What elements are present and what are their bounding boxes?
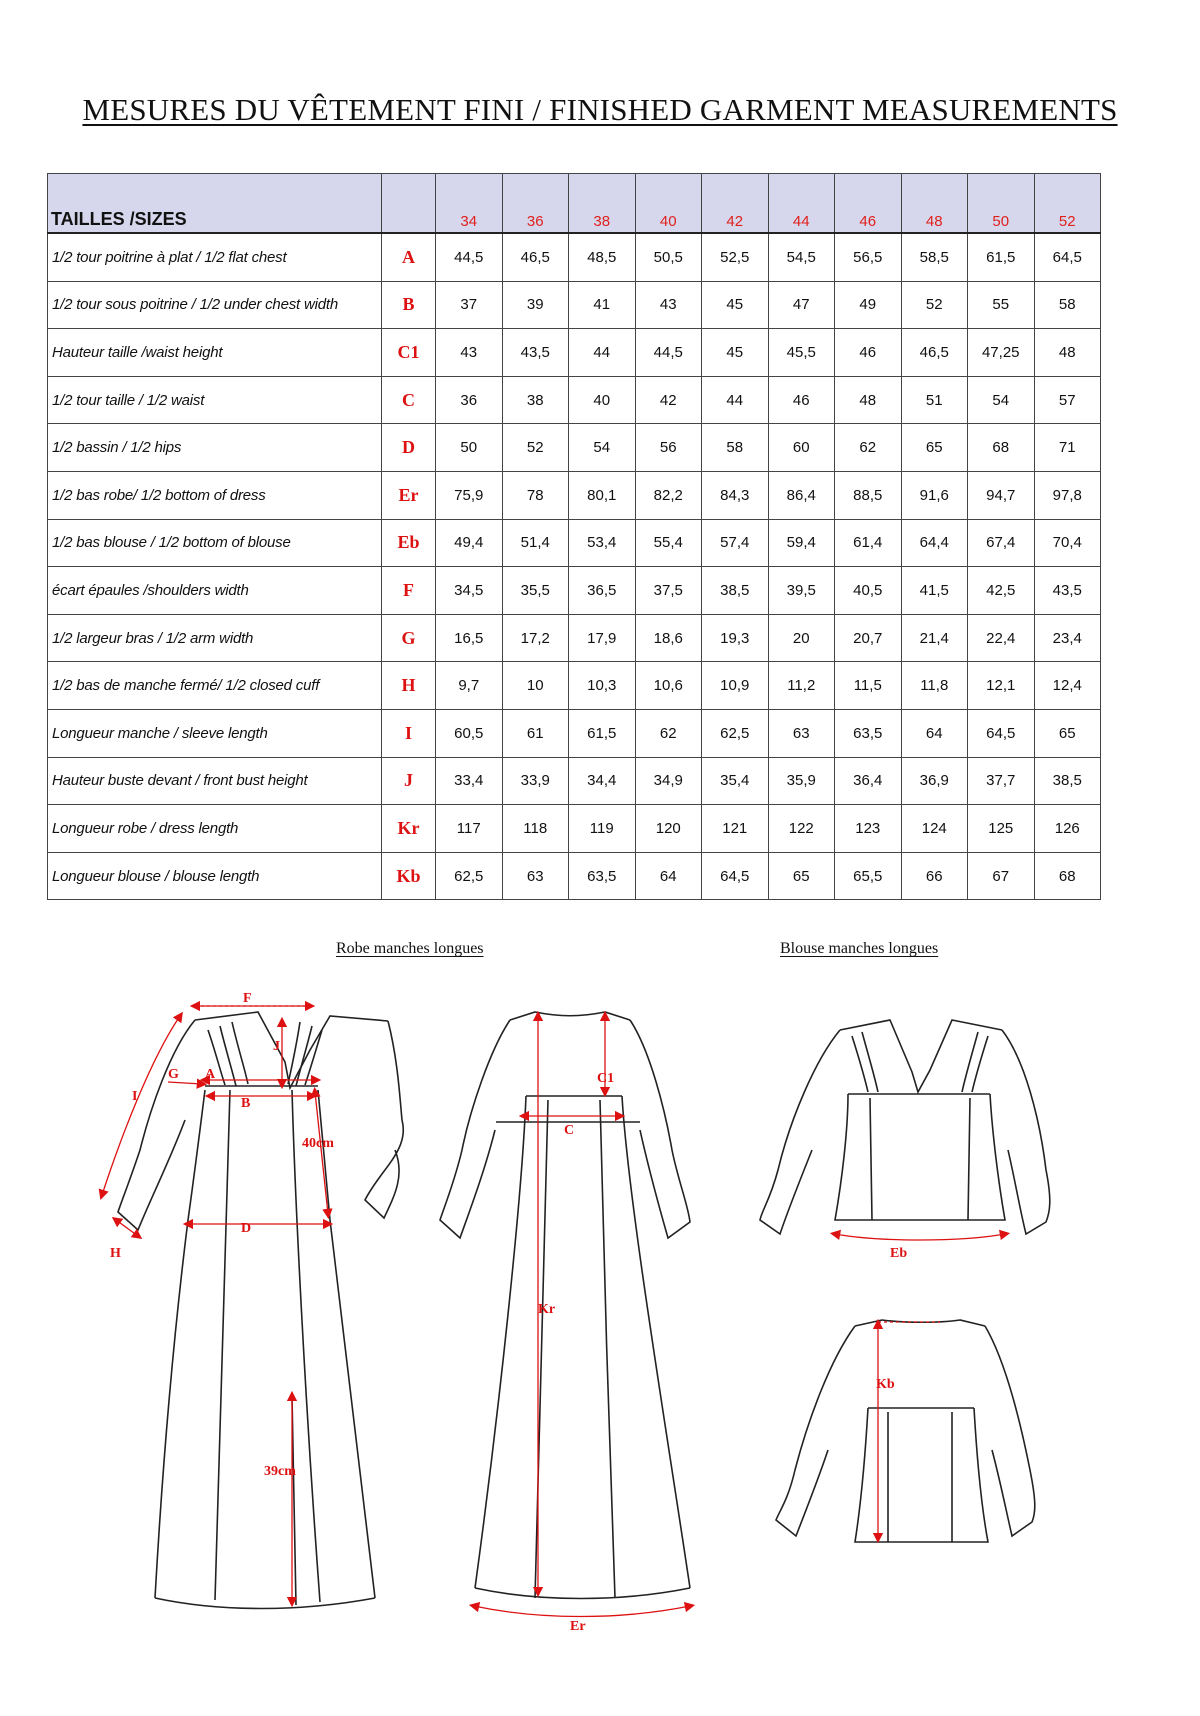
- measurement-cell: 11,5: [835, 662, 902, 710]
- size-header-52: 52: [1034, 174, 1101, 234]
- measurement-cell: 64,4: [901, 519, 968, 567]
- measurement-cell: 55,4: [635, 519, 702, 567]
- blouse-back-sketch: [776, 1320, 1035, 1542]
- row-code: F: [382, 567, 436, 615]
- measurement-cell: 58: [1034, 281, 1101, 329]
- row-code: C1: [382, 329, 436, 377]
- measurement-cell: 10,3: [569, 662, 636, 710]
- measurement-cell: 45: [702, 329, 769, 377]
- measurement-cell: 57,4: [702, 519, 769, 567]
- measurement-cell: 124: [901, 805, 968, 853]
- label-39cm: 39cm: [264, 1464, 296, 1479]
- row-code: J: [382, 757, 436, 805]
- measurement-cell: 36,4: [835, 757, 902, 805]
- label-Kr: Kr: [538, 1302, 556, 1317]
- measurement-cell: 63,5: [835, 709, 902, 757]
- measurement-cell: 20,7: [835, 614, 902, 662]
- measurement-cell: 58: [702, 424, 769, 472]
- measurement-cell: 64: [901, 709, 968, 757]
- measurement-cell: 94,7: [968, 471, 1035, 519]
- measurement-cell: 43: [635, 281, 702, 329]
- measurement-cell: 45: [702, 281, 769, 329]
- table-row: [48, 471, 1101, 519]
- measurement-cell: 65: [768, 852, 835, 900]
- measurement-cell: 34,9: [635, 757, 702, 805]
- measurement-cell: 50: [436, 424, 503, 472]
- measurement-cell: 54,5: [768, 233, 835, 281]
- row-label: 1/2 bas robe/ 1/2 bottom of dress: [48, 471, 382, 519]
- label-D: D: [241, 1221, 252, 1236]
- measurement-cell: 119: [569, 805, 636, 853]
- measurement-cell: 63: [768, 709, 835, 757]
- table-body: [48, 174, 1101, 900]
- measurement-cell: 53,4: [569, 519, 636, 567]
- measurement-cell: 67: [968, 852, 1035, 900]
- measurement-cell: 46: [768, 376, 835, 424]
- dress-front-sketch: [118, 1012, 403, 1609]
- measurement-cell: 34,4: [569, 757, 636, 805]
- dress-back-sketch: [440, 1012, 690, 1599]
- measurement-cell: 64,5: [702, 852, 769, 900]
- measurement-cell: 18,6: [635, 614, 702, 662]
- row-label: 1/2 bas blouse / 1/2 bottom of blouse: [48, 519, 382, 567]
- measurement-cell: 60,5: [436, 709, 503, 757]
- measurement-cell: 12,1: [968, 662, 1035, 710]
- measurement-cell: 23,4: [1034, 614, 1101, 662]
- table-row: [48, 281, 1101, 329]
- row-label: 1/2 tour sous poitrine / 1/2 under chest width: [48, 281, 382, 329]
- measurement-cell: 68: [1034, 852, 1101, 900]
- measurement-cell: 91,6: [901, 471, 968, 519]
- measurement-cell: 39,5: [768, 567, 835, 615]
- measurement-cell: 44: [569, 329, 636, 377]
- measurement-cell: 67,4: [968, 519, 1035, 567]
- row-label: Longueur blouse / blouse length: [48, 852, 382, 900]
- measurement-cell: 117: [436, 805, 503, 853]
- label-C1: C1: [597, 1071, 615, 1086]
- measurement-cell: 62: [835, 424, 902, 472]
- measurements-table: [47, 173, 1101, 900]
- size-header-36: 36: [502, 174, 569, 234]
- measurement-cell: 43,5: [502, 329, 569, 377]
- row-code: H: [382, 662, 436, 710]
- row-label: 1/2 largeur bras / 1/2 arm width: [48, 614, 382, 662]
- row-code: Kr: [382, 805, 436, 853]
- table-row: [48, 662, 1101, 710]
- measurement-cell: 59,4: [768, 519, 835, 567]
- label-H: H: [110, 1246, 121, 1261]
- measurement-cell: 52: [901, 281, 968, 329]
- measurement-cell: 19,3: [702, 614, 769, 662]
- measurement-cell: 52: [502, 424, 569, 472]
- table-row: [48, 424, 1101, 472]
- measurement-cell: 65: [1034, 709, 1101, 757]
- row-code: A: [382, 233, 436, 281]
- size-header-38: 38: [569, 174, 636, 234]
- label-J: J: [273, 1039, 280, 1054]
- measurement-cell: 82,2: [635, 471, 702, 519]
- measurement-cell: 9,7: [436, 662, 503, 710]
- measurement-cell: 38,5: [1034, 757, 1101, 805]
- measurement-cell: 44: [702, 376, 769, 424]
- label-A: A: [205, 1067, 216, 1082]
- measurement-cell: 49,4: [436, 519, 503, 567]
- label-Er: Er: [570, 1619, 586, 1634]
- table-row: [48, 329, 1101, 377]
- measurement-cell: 36,9: [901, 757, 968, 805]
- measurement-cell: 121: [702, 805, 769, 853]
- label-I: I: [132, 1089, 138, 1104]
- measurement-cell: 63,5: [569, 852, 636, 900]
- measurement-cell: 44,5: [436, 233, 503, 281]
- measurement-cell: 12,4: [1034, 662, 1101, 710]
- measurement-cell: 52,5: [702, 233, 769, 281]
- measurement-cell: 48: [1034, 329, 1101, 377]
- measurement-cell: 10,6: [635, 662, 702, 710]
- table-row: [48, 519, 1101, 567]
- measurement-cell: 45,5: [768, 329, 835, 377]
- row-label: 1/2 tour poitrine à plat / 1/2 flat chest: [48, 233, 382, 281]
- measurement-cell: 65,5: [835, 852, 902, 900]
- measurement-cell: 38,5: [702, 567, 769, 615]
- table-row: [48, 757, 1101, 805]
- measurement-cell: 56: [635, 424, 702, 472]
- measurement-cell: 11,2: [768, 662, 835, 710]
- measurement-cell: 75,9: [436, 471, 503, 519]
- measurement-cell: 40,5: [835, 567, 902, 615]
- row-label: écart épaules /shoulders width: [48, 567, 382, 615]
- page-title-text: MESURES DU VÊTEMENT FINI / FINISHED GARMENT MEASUREMENTS: [82, 92, 1118, 127]
- measurement-cell: 62,5: [436, 852, 503, 900]
- code-header-cell: [382, 174, 436, 234]
- blouse-caption: Blouse manches longues: [780, 940, 939, 957]
- row-code: B: [382, 281, 436, 329]
- measurement-cell: 49: [835, 281, 902, 329]
- size-header-48: 48: [901, 174, 968, 234]
- measurement-cell: 40: [569, 376, 636, 424]
- measurement-cell: 84,3: [702, 471, 769, 519]
- table-row: [48, 567, 1101, 615]
- measurement-cell: 46: [835, 329, 902, 377]
- garment-sketches: [0, 960, 1200, 1716]
- label-F: F: [243, 991, 252, 1006]
- table-row: [48, 805, 1101, 853]
- measurement-cell: 33,4: [436, 757, 503, 805]
- measurement-cell: 54: [569, 424, 636, 472]
- measurement-cell: 62: [635, 709, 702, 757]
- measurement-cell: 123: [835, 805, 902, 853]
- measurement-cell: 36: [436, 376, 503, 424]
- measurement-cell: 42,5: [968, 567, 1035, 615]
- measurement-cell: 33,9: [502, 757, 569, 805]
- measurement-cell: 17,9: [569, 614, 636, 662]
- measurement-cell: 51,4: [502, 519, 569, 567]
- measurement-cell: 70,4: [1034, 519, 1101, 567]
- page-title: [0, 92, 1200, 128]
- label-C: C: [564, 1123, 575, 1138]
- measurement-cell: 41: [569, 281, 636, 329]
- measurement-cell: 44,5: [635, 329, 702, 377]
- label-Kb: Kb: [876, 1377, 895, 1392]
- measurement-cell: 125: [968, 805, 1035, 853]
- measurement-cell: 43,5: [1034, 567, 1101, 615]
- measurement-cell: 16,5: [436, 614, 503, 662]
- measurement-cell: 46,5: [502, 233, 569, 281]
- measurement-cell: 51: [901, 376, 968, 424]
- measurement-cell: 122: [768, 805, 835, 853]
- measurement-cell: 88,5: [835, 471, 902, 519]
- size-header-42: 42: [702, 174, 769, 234]
- measurement-cell: 56,5: [835, 233, 902, 281]
- row-label: Longueur robe / dress length: [48, 805, 382, 853]
- label-Eb: Eb: [890, 1246, 908, 1261]
- size-header-46: 46: [835, 174, 902, 234]
- measurement-cell: 58,5: [901, 233, 968, 281]
- measurement-cell: 64,5: [968, 709, 1035, 757]
- measurement-cell: 57: [1034, 376, 1101, 424]
- measurement-cell: 35,9: [768, 757, 835, 805]
- table-row: [48, 233, 1101, 281]
- measurement-cell: 48,5: [569, 233, 636, 281]
- measurement-cell: 126: [1034, 805, 1101, 853]
- measurement-cell: 17,2: [502, 614, 569, 662]
- measurement-cell: 97,8: [1034, 471, 1101, 519]
- measurement-cell: 64,5: [1034, 233, 1101, 281]
- size-header-34: 34: [436, 174, 503, 234]
- measurement-cell: 118: [502, 805, 569, 853]
- table-row: [48, 852, 1101, 900]
- sizes-header-label: TAILLES /SIZES: [48, 174, 382, 234]
- row-label: Hauteur taille /waist height: [48, 329, 382, 377]
- measurement-cell: 39: [502, 281, 569, 329]
- measurement-cell: 46,5: [901, 329, 968, 377]
- measurement-cell: 38: [502, 376, 569, 424]
- measurement-cell: 50,5: [635, 233, 702, 281]
- row-code: Kb: [382, 852, 436, 900]
- measurement-cell: 120: [635, 805, 702, 853]
- measurement-cell: 78: [502, 471, 569, 519]
- row-code: I: [382, 709, 436, 757]
- measurement-cell: 86,4: [768, 471, 835, 519]
- measurement-cell: 35,5: [502, 567, 569, 615]
- measurement-cell: 61: [502, 709, 569, 757]
- measurement-cell: 11,8: [901, 662, 968, 710]
- blouse-front-sketch: [760, 1020, 1050, 1234]
- row-code: Er: [382, 471, 436, 519]
- measurement-cell: 36,5: [569, 567, 636, 615]
- measurement-cell: 34,5: [436, 567, 503, 615]
- measurement-cell: 80,1: [569, 471, 636, 519]
- table-row: [48, 376, 1101, 424]
- measurement-cell: 61,4: [835, 519, 902, 567]
- dress-back-measure-lines: [474, 1016, 690, 1617]
- measurement-cell: 63: [502, 852, 569, 900]
- label-B: B: [241, 1096, 251, 1111]
- measurement-cell: 10,9: [702, 662, 769, 710]
- row-label: 1/2 tour taille / 1/2 waist: [48, 376, 382, 424]
- row-code: Eb: [382, 519, 436, 567]
- row-label: Hauteur buste devant / front bust height: [48, 757, 382, 805]
- row-code: G: [382, 614, 436, 662]
- measurement-cell: 37,7: [968, 757, 1035, 805]
- table-row: [48, 614, 1101, 662]
- measurement-cell: 20: [768, 614, 835, 662]
- measurement-cell: 66: [901, 852, 968, 900]
- measurement-cell: 54: [968, 376, 1035, 424]
- blouse-front-measure-lines: [835, 1234, 1005, 1240]
- measurement-cell: 62,5: [702, 709, 769, 757]
- measurement-cell: 60: [768, 424, 835, 472]
- measurement-cell: 61,5: [569, 709, 636, 757]
- label-G: G: [168, 1067, 179, 1082]
- measurement-cell: 47,25: [968, 329, 1035, 377]
- measurement-cell: 61,5: [968, 233, 1035, 281]
- table-header-row: [48, 174, 1101, 234]
- measurement-cell: 42: [635, 376, 702, 424]
- label-40cm: 40cm: [302, 1136, 334, 1151]
- measurement-cell: 22,4: [968, 614, 1035, 662]
- measurement-cell: 48: [835, 376, 902, 424]
- dress-caption: Robe manches longues: [336, 940, 484, 957]
- measurement-cell: 41,5: [901, 567, 968, 615]
- measurement-cell: 55: [968, 281, 1035, 329]
- measurement-cell: 47: [768, 281, 835, 329]
- measurement-cell: 65: [901, 424, 968, 472]
- row-label: 1/2 bassin / 1/2 hips: [48, 424, 382, 472]
- measurement-cell: 68: [968, 424, 1035, 472]
- row-code: D: [382, 424, 436, 472]
- size-header-40: 40: [635, 174, 702, 234]
- row-label: Longueur manche / sleeve length: [48, 709, 382, 757]
- row-code: C: [382, 376, 436, 424]
- measurement-cell: 71: [1034, 424, 1101, 472]
- measurement-cell: 35,4: [702, 757, 769, 805]
- size-header-50: 50: [968, 174, 1035, 234]
- measurement-cell: 37,5: [635, 567, 702, 615]
- table-row: [48, 709, 1101, 757]
- row-label: 1/2 bas de manche fermé/ 1/2 closed cuff: [48, 662, 382, 710]
- measurement-cell: 43: [436, 329, 503, 377]
- measurement-cell: 37: [436, 281, 503, 329]
- measurement-cell: 64: [635, 852, 702, 900]
- size-header-44: 44: [768, 174, 835, 234]
- measurement-cell: 10: [502, 662, 569, 710]
- measurement-cell: 21,4: [901, 614, 968, 662]
